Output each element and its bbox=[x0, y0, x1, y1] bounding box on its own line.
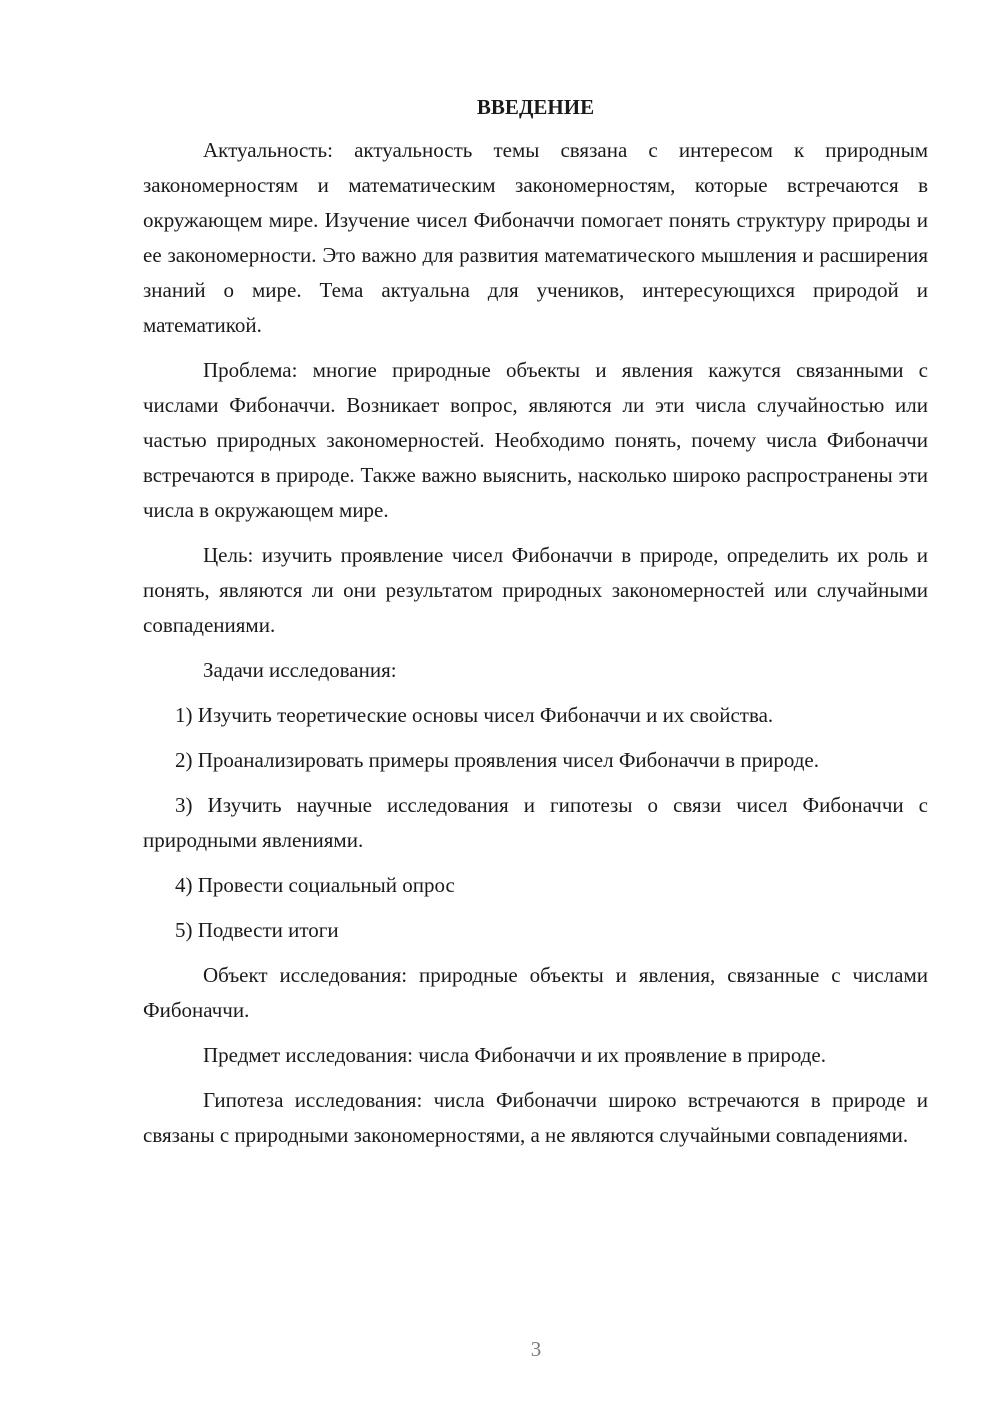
task-item-3: 3) Изучить научные исследования и гипотезы о связи чисел Фибоначчи с природными явлениями. bbox=[143, 793, 928, 852]
task-item-5: 5) Подвести итоги bbox=[175, 918, 339, 942]
paragraph-subject: Предмет исследования: числа Фибоначчи и их проявление в природе. bbox=[203, 1043, 826, 1067]
task-item-4: 4) Провести социальный опрос bbox=[175, 873, 455, 897]
paragraph-object: Объект исследования: природные объекты и явления, связанные с числами Фибоначчи. bbox=[143, 963, 928, 1022]
paragraph-goal: Цель: изучить проявление чисел Фибоначчи в природе, определить их роль и понять, являются ли они результатом природных закономерностей или случайными совпадениями. bbox=[143, 543, 928, 637]
task-item-1: 1) Изучить теоретические основы чисел Фибоначчи и их свойства. bbox=[175, 703, 774, 727]
section-title: ВВЕДЕНИЕ bbox=[476, 95, 595, 119]
paragraph-hypothesis: Гипотеза исследования: числа Фибоначчи широко встречаются в природе и связаны с природными закономерностями, а не являются случайными совпадениями. bbox=[143, 1088, 928, 1147]
task-item-2: 2) Проанализировать примеры проявления чисел Фибоначчи в природе. bbox=[175, 748, 819, 772]
paragraph-relevance: Актуальность: актуальность темы связана с интересом к природным закономерностям и математическим закономерностям, которые встречаются в окружающем мире. Изучение чисел Фибоначчи помогает понять структуру природы и ее закономерности. Это важно для развития математического мышления и расширения знаний о мире. Тема актуальна для учеников, интересующихся природой и математикой. bbox=[143, 138, 928, 337]
task-list bbox=[143, 698, 928, 948]
document-page bbox=[143, 90, 928, 1163]
tasks-heading: Задачи исследования: bbox=[203, 658, 397, 682]
page-number: 3 bbox=[530, 1337, 542, 1361]
paragraph-problem: Проблема: многие природные объекты и явления кажутся связанными с числами Фибоначчи. Возникает вопрос, являются ли эти числа случайностью или частью природных закономерностей. Необходимо понять, почему числа Фибоначчи встречаются в природе. Также важно выяснить, насколько широко распространены эти числа в окружающем мире. bbox=[143, 358, 928, 522]
